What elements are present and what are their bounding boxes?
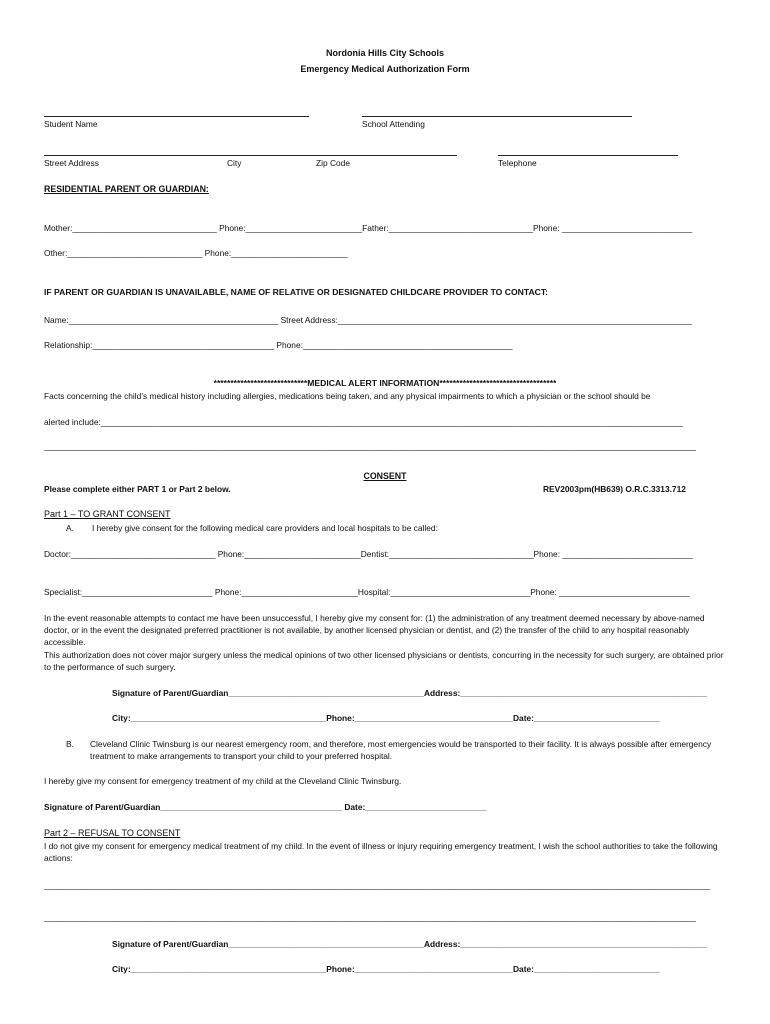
telephone-field[interactable] <box>498 155 678 156</box>
relationship-line[interactable]: Relationship:_______________________________________ Phone:_____________________________________________ <box>44 340 513 350</box>
zip-code-label: Zip Code <box>316 158 350 168</box>
medical-facts-text: Facts concerning the child’s medical history including allergies, medications being taken, and any physical impairments to which a physician or the school should be <box>44 391 651 401</box>
student-name-label: Student Name <box>44 119 98 129</box>
contact-heading: IF PARENT OR GUARDIAN IS UNAVAILABLE, NAME OF RELATIVE OR DESIGNATED CHILDCARE PROVIDER TO CONTACT: <box>44 287 549 297</box>
part1-a-text: I hereby give consent for the following medical care providers and local hospitals to be called: <box>92 523 438 533</box>
contact-name-line[interactable]: Name:_____________________________________________ Street Address:____________________________________________________________________________ <box>44 315 692 325</box>
part2-blank-line-1[interactable]: _______________________________________________________________________________________________________________________________________________ <box>44 880 711 890</box>
consent-paragraph-1: In the event reasonable attempts to contact me have been unsuccessful, I hereby give my consent for: (1) the administration of any treatment deemed necessary by above-named doctor, or in the event the designated preferred practitioner is not available, by another licensed physician or dentist, and (2) the transfer of the child to any hospital reasonably accessible. <box>44 613 705 647</box>
part1-b-text: Cleveland Clinic Twinsburg is our nearest emergency room, and therefore, most emergencies would be transported to their facility. It is always possible after emergency treatment to make arrangements to transport your child to your preferred hospital. <box>90 739 712 761</box>
part2-signature-line[interactable]: Signature of Parent/Guardian__________________________________________Address:_____________________________________________________ <box>112 939 708 949</box>
school-name: Nordonia Hills City Schools <box>325 48 444 58</box>
consent-instruction: Please complete either PART 1 or Part 2 below. <box>44 484 231 494</box>
address-field[interactable] <box>44 155 457 156</box>
consent-heading: CONSENT <box>363 471 407 481</box>
medical-blank-line[interactable]: ____________________________________________________________________________________________________________________________________________ <box>44 441 697 451</box>
student-name-field[interactable] <box>44 116 309 117</box>
part2-city-phone-date-line[interactable]: City:__________________________________________Phone:__________________________________Date:___________________________ <box>112 964 660 974</box>
mother-father-line[interactable]: Mother:_______________________________ Phone:_________________________Father:_______________________________Phone: ____________________________ <box>44 223 693 233</box>
school-attending-field[interactable] <box>362 116 632 117</box>
part1-signature-line[interactable]: Signature of Parent/Guardian__________________________________________Address:_____________________________________________________ <box>112 688 708 698</box>
school-attending-label: School Attending <box>362 119 425 129</box>
other-line[interactable]: Other:_____________________________ Phone:_________________________ <box>44 248 348 258</box>
part2-blank-line-2[interactable]: ____________________________________________________________________________________________________________________________________________ <box>44 912 697 922</box>
telephone-label: Telephone <box>498 158 537 168</box>
guardian-heading: RESIDENTIAL PARENT OR GUARDIAN: <box>44 184 209 194</box>
part1-a-marker: A. <box>66 523 74 533</box>
part2-heading: Part 2 – REFUSAL TO CONSENT <box>44 828 181 838</box>
part2-text: I do not give my consent for emergency medical treatment of my child. In the event of illness or injury requiring emergency treatment, I wish the school authorities to take the following actions: <box>44 841 718 863</box>
street-address-label: Street Address <box>44 158 99 168</box>
doctor-dentist-line[interactable]: Doctor:_______________________________ Phone:_________________________Dentist:_______________________________Phone: ____________________________ <box>44 549 693 559</box>
part1-signature-date-line[interactable]: Signature of Parent/Guardian_______________________________________ Date:__________________________ <box>44 802 487 812</box>
part1-b-marker: B. <box>66 739 74 749</box>
specialist-hospital-line[interactable]: Specialist:____________________________ Phone:_________________________Hospital:______________________________Phone: ____________________________ <box>44 587 690 597</box>
cleveland-consent-text: I hereby give my consent for emergency treatment of my child at the Cleveland Clinic Twinsburg. <box>44 776 402 786</box>
city-label: City <box>227 158 242 168</box>
revision-code: REV2003pm(HB639) O.R.C.3313.712 <box>543 484 686 494</box>
part1-heading: Part 1 – TO GRANT CONSENT <box>44 509 171 519</box>
alerted-include-line[interactable]: alerted include:_____________________________________________________________________________________________________________________________ <box>44 417 684 427</box>
form-title: Emergency Medical Authorization Form <box>300 64 470 74</box>
medical-alert-heading: ****************************MEDICAL ALERT INFORMATION*********************************** <box>213 378 557 388</box>
consent-paragraph-2: This authorization does not cover major surgery unless the medical opinions of two other licensed physicians or dentists, concurring in the necessity for such surgery, are obtained prior to the performance of such surgery. <box>44 650 724 672</box>
part1-city-phone-date-line[interactable]: City:__________________________________________Phone:__________________________________Date:___________________________ <box>112 713 660 723</box>
